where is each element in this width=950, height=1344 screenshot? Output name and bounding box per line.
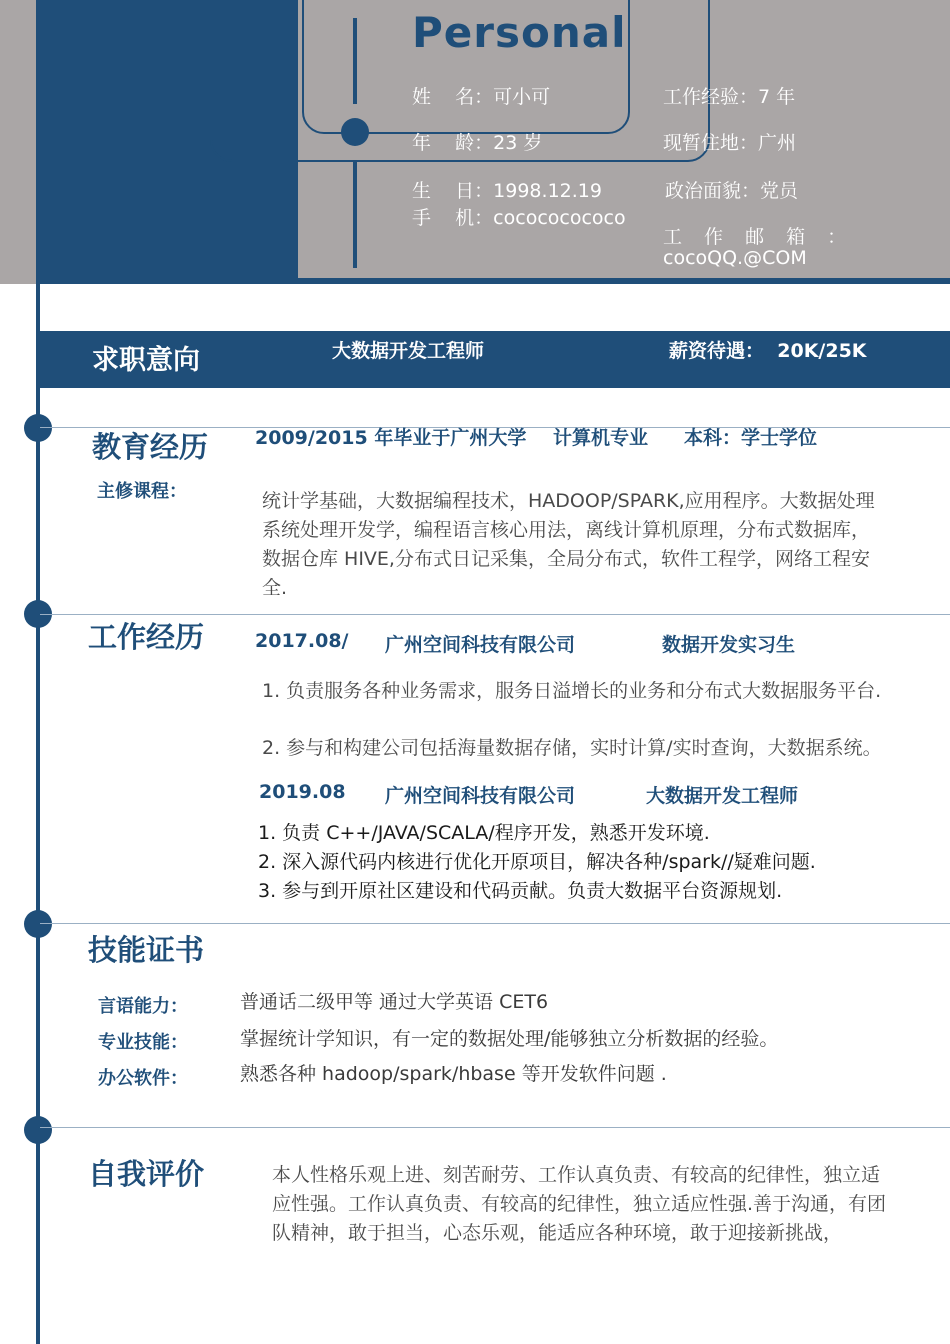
header-dot [341,118,369,146]
education-degree: 本科：学士学位 [684,427,818,449]
age-value: 23 岁 [493,132,543,154]
residence-row [663,128,796,155]
residence-value: 广州 [758,132,797,154]
experience-label: 工作经验： [663,86,759,108]
phone-value: cocococococo [493,207,626,229]
job-item: 2. 参与和构建公司包括海量数据存储，实时计算/实时查询，大数据系统。 [262,737,882,759]
birth-row [412,176,602,203]
residence-label: 现暂住地： [663,132,759,154]
experience-row [663,82,795,109]
birth-label: 生 日： [412,180,494,202]
intent-position: 大数据开发工程师 [332,340,485,362]
job-role: 大数据开发工程师 [646,781,798,808]
phone-label: 手 机： [412,207,494,229]
education-title: 教育经历 [92,430,209,464]
skill-label: 办公软件： [98,1068,188,1089]
salary-label: 薪资待遇： [669,340,765,362]
header-vertical-line-lower [353,160,357,268]
experience-value: 7 年 [758,86,796,108]
self-eval-text: 本人性格乐观上进、刻苦耐劳、工作认真负责、有较高的纪律性，独立适应性强。工作认真负责、有较高的纪律性，独立适应性强.善于沟通，有团队精神，敢于担当，心态乐观，能适应各种环境，敢于迎接新挑战， [272,1164,887,1244]
job-date: 2019.08 [259,781,346,803]
timeline-dot [24,1116,52,1144]
skill-label: 言语能力： [98,996,188,1017]
education-summary: 2009/2015 年毕业于广州大学 [255,427,527,449]
job-item: 1. 负责服务各种业务需求，服务日溢增长的业务和分布式大数据服务平台. [262,680,882,702]
name-row [412,82,550,109]
courses-text: 统计学基础，大数据编程技术，HADOOP/SPARK,应用程序。大数据处理系统处理开发学，编程语言核心用法，离线计算机原理，分布式数据库，数据仓库 HIVE,分布式日记采集，全局分布式，软件工程学，网络工程安全. [262,490,875,599]
header-underline [36,278,950,284]
intent-title: 求职意向 [92,345,200,376]
job-company: 广州空间科技有限公司 [385,634,576,656]
timeline-dot [24,910,52,938]
education-major: 计算机专业 [553,427,649,449]
timeline-line [36,284,40,1344]
name-label: 姓 名： [412,86,494,108]
job-role: 数据开发实习生 [662,634,796,656]
job-item: 2. 深入源代码内核进行优化开原项目，解决各种/spark//疑难问题. [258,851,816,873]
job-item: 3. 参与到开原社区建设和代码贡献。负责大数据平台资源规划. [258,880,783,902]
skill-value: 普通话二级甲等 通过大学英语 CET6 [240,991,549,1013]
intent-salary [669,336,867,363]
section-divider [40,923,950,924]
header-vertical-line [353,18,357,104]
skill-value: 掌握统计学知识，有一定的数据处理/能够独立分析数据的经验。 [240,1028,779,1050]
job-company: 广州空间科技有限公司 [385,781,575,808]
political-value: 党员 [760,180,799,202]
timeline-dot [24,414,52,442]
email-value: cocoQQ.@COM [663,247,807,269]
section-divider [40,1127,950,1128]
skill-label: 专业技能： [98,1032,188,1053]
skills-title: 技能证书 [88,933,205,967]
name-value: 可小可 [493,86,551,108]
age-row [412,128,542,155]
job-date: 2017.08/ [255,630,349,652]
salary-value: 20K/25K [777,340,867,362]
job-item: 1. 负责 C++/JAVA/SCALA/程序开发，熟悉开发环境. [258,822,710,844]
political-label: 政治面貌： [665,180,761,202]
courses-label: 主修课程： [97,481,187,502]
page-title: Personal [412,8,627,57]
self-eval-title: 自我评价 [88,1157,205,1191]
email-label: 工 作 邮 箱 ： [663,226,855,248]
skill-value: 熟悉各种 hadoop/spark/hbase 等开发软件问题 . [240,1063,667,1085]
phone-row [412,203,626,230]
work-title: 工作经历 [88,620,205,654]
political-row [665,176,798,203]
birth-value: 1998.12.19 [493,180,602,202]
age-label: 年 龄： [412,132,494,154]
